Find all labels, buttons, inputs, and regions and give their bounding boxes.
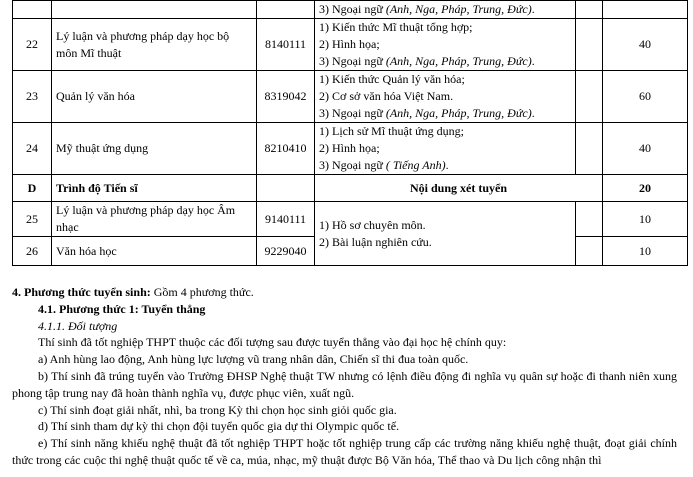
stt-cell: 25: [13, 202, 52, 237]
spacer-cell: [576, 19, 603, 71]
program-code-cell: 9140111: [257, 202, 315, 237]
subjects-cell: [315, 1, 576, 19]
paragraph: d) Thí sinh tham dự kỳ thi chọn đội tuyển quốc gia dự thi Olympic quốc tế.: [38, 419, 400, 434]
paragraph: c) Thí sinh đoạt giải nhất, nhì, ba trong Kỳ thi chọn học sinh giỏi quốc gia.: [38, 402, 397, 417]
paragraph: e) Thí sinh năng khiếu nghệ thuật đã tốt nghiệp THPT hoặc tốt nghiệp trung cấp các trường năng khiếu nghệ thuật, đoạt giải chính thức trong các cuộc thi nghệ thuật quốc tế về ca, múa, nhạc, mỹ thuật được Bộ Văn hóa, Thể thao và Du lịch công nhận thì: [12, 436, 677, 467]
program-name-cell: Mỹ thuật ứng dụng: [52, 123, 257, 175]
spacer-cell: [576, 237, 603, 266]
spacer-cell: [576, 123, 603, 175]
program-code-cell: 8319042: [257, 71, 315, 123]
subjects-cell: [315, 19, 576, 71]
program-code-cell: 8140111: [257, 19, 315, 71]
section-header-row: [13, 175, 688, 202]
subjects-cell: [315, 71, 576, 123]
program-code-cell: [257, 175, 315, 202]
quota-cell: 60: [603, 71, 688, 123]
section-title: Trình độ Tiến sĩ: [52, 175, 257, 202]
subject-line: 1) Lịch sử Mĩ thuật ứng dụng;: [319, 124, 464, 138]
table-row: [13, 1, 688, 19]
program-code-cell: 8210410: [257, 123, 315, 175]
program-name-cell: Lý luận và phương pháp dạy học bộ môn Mĩ thuật: [52, 19, 257, 71]
stt-cell: 24: [13, 123, 52, 175]
section-4-1-1-heading: 4.1.1. Đối tượng: [38, 318, 118, 333]
subjects-cell: [315, 123, 576, 175]
program-code-cell: 9229040: [257, 237, 315, 266]
subjects-cell: [315, 202, 576, 266]
subject-line: 1) Hồ sơ chuyên môn.: [319, 217, 426, 232]
quota-cell: 10: [603, 202, 688, 237]
quota-cell: 40: [603, 123, 688, 175]
program-code-cell: [257, 1, 315, 19]
table-row: [13, 19, 688, 71]
paragraph: a) Anh hùng lao động, Anh hùng lực lượng vũ trang nhân dân, Chiến sĩ thi đua toàn quốc.: [38, 352, 469, 367]
subject-line: 3) Ngoại ngữ (Anh, Nga, Pháp, Trung, Đức).: [319, 2, 535, 16]
table-row: [13, 123, 688, 175]
admissions-table: [12, 0, 688, 266]
subject-line: 3) Ngoại ngữ (Anh, Nga, Pháp, Trung, Đức).: [319, 54, 535, 68]
stt-cell: 22: [13, 19, 52, 71]
subject-line: 2) Hình họa;: [319, 37, 380, 51]
program-name-cell: Văn hóa học: [52, 237, 257, 266]
quota-cell: [603, 1, 688, 19]
subject-line: 2) Hình họa;: [319, 141, 380, 155]
document-body: [12, 284, 677, 469]
program-name-cell: Quản lý văn hóa: [52, 71, 257, 123]
subject-line: 1) Kiến thức Quản lý văn hóa;: [319, 72, 465, 86]
paragraph: Thí sinh đã tốt nghiệp THPT thuộc các đối tượng sau được tuyển thẳng vào đại học hệ chính quy:: [38, 335, 507, 350]
stt-cell: 23: [13, 71, 52, 123]
subject-line: 3) Ngoại ngữ ( Tiếng Anh).: [319, 158, 449, 172]
section-letter: D: [13, 175, 52, 202]
spacer-cell: [576, 202, 603, 237]
criteria-header: Nội dung xét tuyển: [315, 175, 603, 202]
program-name-cell: Lý luận và phương pháp dạy học Âm nhạc: [52, 202, 257, 237]
section-quota: 20: [603, 175, 688, 202]
stt-cell: 26: [13, 237, 52, 266]
subject-line: 2) Cơ sở văn hóa Việt Nam.: [319, 89, 454, 103]
subject-line: 2) Bài luận nghiên cứu.: [319, 234, 432, 249]
section-4-1-heading: 4.1. Phương thức 1: Tuyển thẳng: [38, 301, 206, 316]
quota-cell: 10: [603, 237, 688, 266]
table-row: [13, 202, 688, 237]
subject-line: 1) Kiến thức Mĩ thuật tổng hợp;: [319, 20, 473, 34]
paragraph: b) Thí sinh đã trúng tuyển vào Trường ĐHSP Nghệ thuật TW nhưng có lệnh điều động đi nghĩa vụ quân sự hoặc đi thanh niên xung phong tập trung nay đã hoàn thành nghĩa vụ, được phục viên, xuất ngũ.: [12, 368, 677, 400]
program-name-cell: [52, 1, 257, 19]
section-4-heading: 4. Phương thức tuyển sinh: Gồm 4 phương thức.: [12, 285, 254, 299]
subject-line: 3) Ngoại ngữ (Anh, Nga, Pháp, Trung, Đức).: [319, 106, 535, 120]
quota-cell: 40: [603, 19, 688, 71]
spacer-cell: [576, 71, 603, 123]
spacer-cell: [576, 1, 603, 19]
table-row: [13, 71, 688, 123]
stt-cell: [13, 1, 52, 19]
